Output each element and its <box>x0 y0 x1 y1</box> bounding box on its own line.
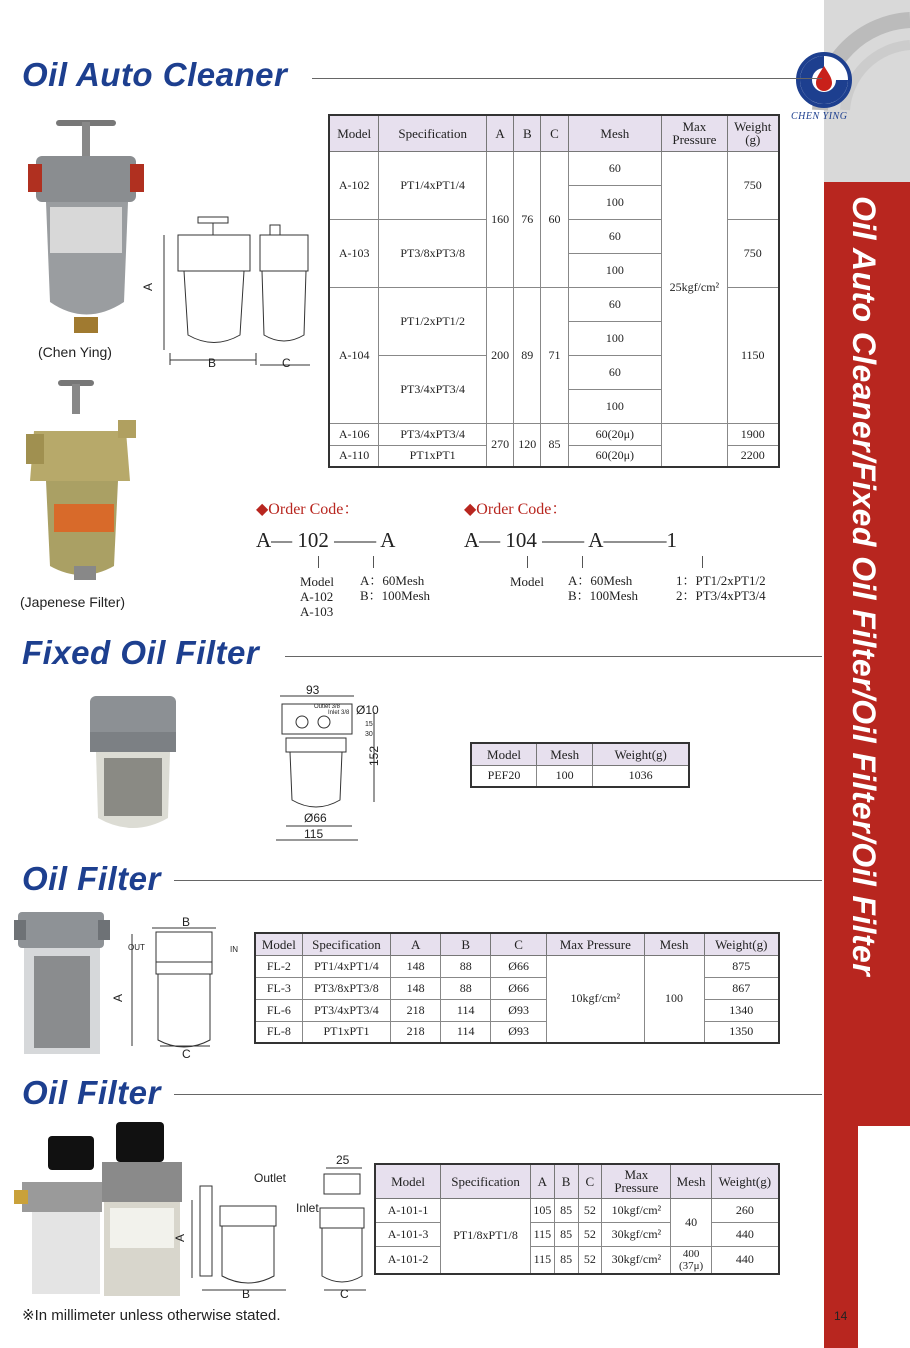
page-number: 14 <box>834 1309 848 1323</box>
cell-spec: PT3/8xPT3/8 <box>379 219 487 287</box>
dim-25: 25 <box>336 1153 350 1167</box>
dim-15: 15 <box>365 721 373 728</box>
th-weight: Weight(g) <box>711 1164 779 1198</box>
cleaner-dimension-drawing <box>140 205 330 373</box>
code-tick <box>527 556 528 568</box>
th-max-pressure: Max Pressure <box>547 933 644 955</box>
section-title-fixed-oil-filter: Fixed Oil Filter <box>22 634 260 671</box>
cell-mesh: 60(20μ) <box>568 423 662 445</box>
cell-b: 120 <box>514 423 541 467</box>
dim-inlet: Inlet 3/8 <box>328 710 350 716</box>
dim-outlet-label: Outlet <box>254 1171 287 1185</box>
cell-c: 52 <box>578 1198 602 1222</box>
th-a: A <box>531 1164 555 1198</box>
model-option: A-102 <box>300 589 334 604</box>
cell-mesh: 60 <box>568 219 662 253</box>
cell-model: FL-2 <box>255 955 302 977</box>
model-label: Model <box>510 574 544 589</box>
dim-152: 152 <box>367 745 381 766</box>
table-fixed-oil-filter <box>470 742 690 788</box>
th-mesh: Mesh <box>671 1164 711 1198</box>
th-b: B <box>554 1164 578 1198</box>
dim-30: 30 <box>365 731 373 738</box>
th-a: A <box>391 933 441 955</box>
cell-weight: 440 <box>711 1222 779 1246</box>
order-code-heading: ◆Order Code： <box>256 501 360 518</box>
cell-spec: PT1xPT1 <box>379 445 487 467</box>
th-specification: Specification <box>379 115 487 151</box>
fixed-oil-filter-photo <box>86 688 202 838</box>
caption-chen-ying: (Chen Ying) <box>38 344 112 360</box>
cell-a: 200 <box>487 287 514 423</box>
cell-c: Ø66 <box>491 977 547 999</box>
order-code-heading: ◆Order Code： <box>464 501 568 518</box>
th-model: Model <box>329 115 379 151</box>
section-rule <box>174 1094 822 1095</box>
cell-model: A-101-2 <box>375 1246 441 1274</box>
code-spec: 1 <box>666 528 677 552</box>
order-code-example <box>464 528 677 553</box>
dim-phi10: Ø10 <box>356 703 379 717</box>
cell-model: A-106 <box>329 423 379 445</box>
dim-a-label: A <box>141 282 155 291</box>
cell-b: 85 <box>554 1222 578 1246</box>
cell-c: 52 <box>578 1222 602 1246</box>
cell-c: 52 <box>578 1246 602 1274</box>
th-mesh: Mesh <box>644 933 704 955</box>
side-band-title: Oil Auto Cleaner/Fixed Oil Filter/Oil Filter/Oil Filter <box>846 196 882 977</box>
cell-pressure: 25kgf/cm² <box>662 151 727 423</box>
th-max-pressure: Max Pressure <box>602 1164 671 1198</box>
fixed-oil-filter-drawing <box>268 682 396 842</box>
th-model: Model <box>255 933 302 955</box>
cell-c: 85 <box>541 423 568 467</box>
cell-weight: 1340 <box>704 999 779 1021</box>
code-prefix: A <box>256 528 272 552</box>
cell-spec: PT1/2xPT1/2 <box>379 287 487 355</box>
cell-model: FL-8 <box>255 1021 302 1043</box>
dim-a-label: A <box>173 1233 187 1242</box>
code-mesh: A <box>588 528 604 552</box>
cell-model: FL-6 <box>255 999 302 1021</box>
th-weight: Weight(g) <box>704 933 779 955</box>
section-title-oil-filter: Oil Filter <box>22 860 161 897</box>
cell-mesh: 100 <box>537 765 593 787</box>
spec-option: 1：PT1/2xPT1/2 <box>676 573 766 588</box>
cell-model: A-101-1 <box>375 1198 441 1222</box>
cell-c: 60 <box>541 151 568 287</box>
order-model-list <box>300 574 334 619</box>
section-rule <box>285 656 822 657</box>
cell-model: A-103 <box>329 219 379 287</box>
table-oil-auto-cleaner <box>328 114 780 468</box>
japanese-filter-photo <box>26 376 158 586</box>
caption-japanese-filter: (Japenese Filter) <box>20 594 126 610</box>
cell-weight: 875 <box>704 955 779 977</box>
cell-b: 88 <box>441 955 491 977</box>
high-pressure-filter-photo <box>14 1122 186 1300</box>
cell-spec: PT1xPT1 <box>302 1021 390 1043</box>
cell-b: 85 <box>554 1198 578 1222</box>
mesh-option: A：60Mesh <box>568 573 633 588</box>
code-dash: ——— <box>603 528 667 552</box>
oil-filter-drawing <box>112 914 242 1064</box>
cell-spec: PT3/4xPT3/4 <box>379 423 487 445</box>
cell-b: 76 <box>514 151 541 287</box>
table-oil-filter-fl <box>254 932 780 1044</box>
cell-pressure-blank <box>662 423 727 467</box>
mesh-option: A：60Mesh <box>360 573 425 588</box>
code-tick <box>582 556 583 568</box>
code-dash: —— <box>334 528 377 552</box>
cell-pressure: 30kgf/cm² <box>602 1222 671 1246</box>
cell-weight: 440 <box>711 1246 779 1274</box>
dim-in-label: IN <box>230 945 238 954</box>
cell-model: A-104 <box>329 287 379 423</box>
code-dash: — <box>479 528 501 552</box>
cell-weight: 867 <box>704 977 779 999</box>
cell-a: 115 <box>531 1222 555 1246</box>
cell-spec: PT1/8xPT1/8 <box>441 1198 531 1274</box>
cell-b: 114 <box>441 1021 491 1043</box>
dim-c-label: C <box>340 1287 349 1301</box>
th-mesh: Mesh <box>568 115 662 151</box>
cell-pressure: 30kgf/cm² <box>602 1246 671 1274</box>
th-max-pressure: Max Pressure <box>662 115 727 151</box>
cell-mesh <box>671 1246 711 1274</box>
th-specification: Specification <box>441 1164 531 1198</box>
cell-c: Ø66 <box>491 955 547 977</box>
th-specification: Specification <box>302 933 390 955</box>
cell-weight: 1150 <box>727 287 779 423</box>
table-high-pressure-filter <box>374 1163 780 1275</box>
order-code-example <box>256 528 395 553</box>
code-tick <box>373 556 374 568</box>
order-spec-list <box>676 573 766 603</box>
cell-b: 89 <box>514 287 541 423</box>
dim-a-label: A <box>111 993 125 1002</box>
cell-weight: 1036 <box>593 765 689 787</box>
dim-b-label: B <box>242 1287 251 1301</box>
spec-option: 2：PT3/4xPT3/4 <box>676 588 766 603</box>
dim-outlet: Outlet 3/8 <box>314 704 341 710</box>
section-rule <box>312 78 822 79</box>
cell-mesh: 40 <box>671 1198 711 1246</box>
code-mesh: A <box>380 528 396 552</box>
cell-mesh: 100 <box>568 389 662 423</box>
cell-b: 114 <box>441 999 491 1021</box>
chen-ying-cleaner-photo <box>28 112 148 340</box>
th-b: B <box>441 933 491 955</box>
cell-model: FL-3 <box>255 977 302 999</box>
cell-weight: 1900 <box>727 423 779 445</box>
th-model: Model <box>375 1164 441 1198</box>
cell-a: 105 <box>531 1198 555 1222</box>
code-tick <box>318 556 319 568</box>
th-weight: Weight (g) <box>727 115 779 151</box>
cell-pressure: 10kgf/cm² <box>547 955 644 1043</box>
cell-mesh: 60 <box>568 287 662 321</box>
cell-mesh: 100 <box>568 253 662 287</box>
cell-b: 88 <box>441 977 491 999</box>
cell-a: 218 <box>391 999 441 1021</box>
cell-model: A-102 <box>329 151 379 219</box>
cell-c: Ø93 <box>491 1021 547 1043</box>
cell-spec: PT3/8xPT3/8 <box>302 977 390 999</box>
th-mesh: Mesh <box>537 743 593 765</box>
dim-phi66: Ø66 <box>304 811 327 825</box>
cell-mesh: 60 <box>568 151 662 185</box>
cell-a: 160 <box>487 151 514 287</box>
cell-weight: 260 <box>711 1198 779 1222</box>
oil-filter-photo <box>14 908 110 1058</box>
cell-model: A-110 <box>329 445 379 467</box>
th-model: Model <box>471 743 537 765</box>
cell-a: 148 <box>391 977 441 999</box>
high-pressure-filter-drawing <box>173 1150 376 1301</box>
th-a: A <box>487 115 514 151</box>
cell-weight: 750 <box>727 151 779 219</box>
code-dash: —— <box>542 528 585 552</box>
section-rule <box>174 880 822 881</box>
dim-b-label: B <box>208 356 217 370</box>
th-c: C <box>578 1164 602 1198</box>
code-prefix: A <box>464 528 480 552</box>
dim-c-label: C <box>182 1047 191 1061</box>
th-c: C <box>541 115 568 151</box>
cell-pressure: 10kgf/cm² <box>602 1198 671 1222</box>
dim-115: 115 <box>304 827 324 841</box>
brand-name: CHEN YING <box>791 111 848 122</box>
cell-mesh: 100 <box>568 185 662 219</box>
cell-mesh: 60(20μ) <box>568 445 662 467</box>
cell-mesh: 60 <box>568 355 662 389</box>
mesh-37-micron: (37μ) <box>678 1259 704 1272</box>
model-label: Model <box>300 574 334 589</box>
code-model: 104 <box>505 528 537 552</box>
cell-model: A-101-3 <box>375 1222 441 1246</box>
cell-model: PEF20 <box>471 765 537 787</box>
dim-b-label: B <box>182 915 191 929</box>
footnote-units: ※In millimeter unless otherwise stated. <box>22 1307 281 1324</box>
cell-spec: PT1/4xPT1/4 <box>379 151 487 219</box>
order-mesh-list <box>568 573 638 603</box>
code-model: 102 <box>297 528 329 552</box>
mesh-option: B：100Mesh <box>568 588 639 603</box>
cell-weight: 750 <box>727 219 779 287</box>
chen-ying-logo-icon <box>794 50 860 112</box>
cell-spec: PT3/4xPT3/4 <box>302 999 390 1021</box>
dim-inlet-label: Inlet <box>296 1201 319 1215</box>
dim-out-label: OUT <box>128 943 145 952</box>
cell-spec: PT3/4xPT3/4 <box>379 355 487 423</box>
model-option: A-103 <box>300 604 334 619</box>
cell-a: 270 <box>487 423 514 467</box>
cell-a: 115 <box>531 1246 555 1274</box>
code-dash: — <box>271 528 293 552</box>
cell-weight: 1350 <box>704 1021 779 1043</box>
code-tick <box>702 556 703 568</box>
band-bottom-white <box>858 1126 910 1348</box>
th-b: B <box>514 115 541 151</box>
dim-93: 93 <box>306 683 320 697</box>
cell-mesh: 100 <box>644 955 704 1043</box>
cell-a: 218 <box>391 1021 441 1043</box>
dim-c-label: C <box>282 356 291 370</box>
section-title-oil-filter-2: Oil Filter <box>22 1074 161 1111</box>
th-c: C <box>491 933 547 955</box>
mesh-400: 400 <box>682 1247 700 1260</box>
cell-spec: PT1/4xPT1/4 <box>302 955 390 977</box>
cell-c: Ø93 <box>491 999 547 1021</box>
mesh-option: B：100Mesh <box>360 588 431 603</box>
cell-a: 148 <box>391 955 441 977</box>
order-mesh-list <box>360 573 430 603</box>
cell-weight: 2200 <box>727 445 779 467</box>
section-title-oil-auto-cleaner: Oil Auto Cleaner <box>22 56 288 93</box>
cell-c: 71 <box>541 287 568 423</box>
cell-b: 85 <box>554 1246 578 1274</box>
th-weight: Weight(g) <box>593 743 689 765</box>
cell-mesh: 100 <box>568 321 662 355</box>
